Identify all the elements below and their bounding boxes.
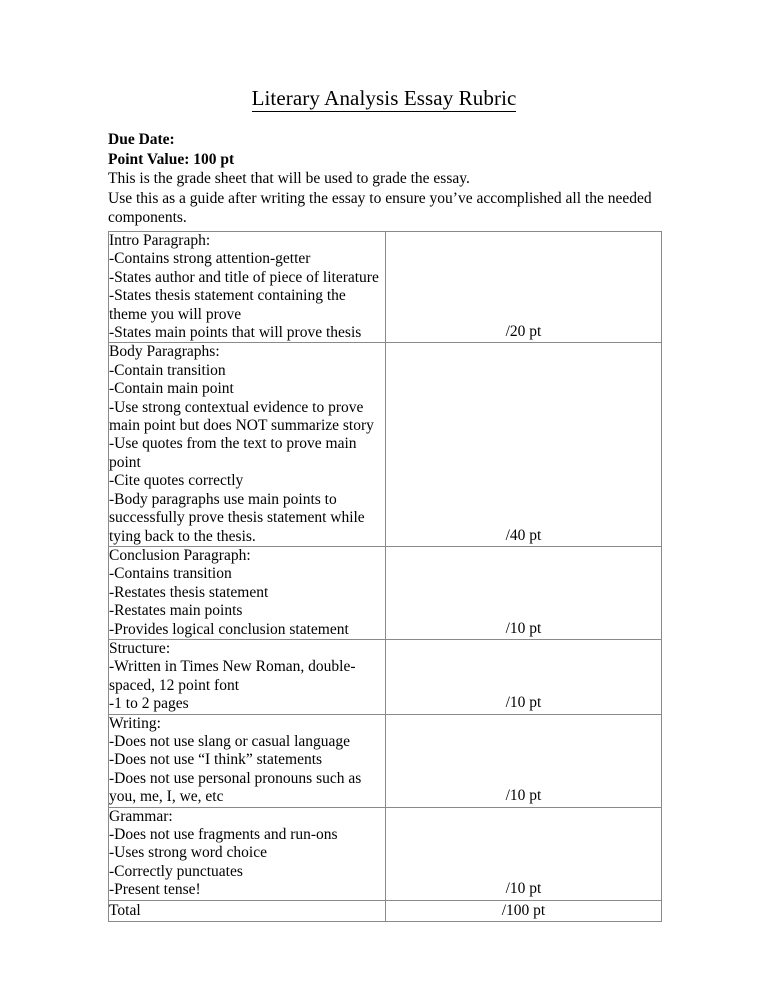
rubric-total-points-cell[interactable] (386, 900, 662, 921)
rubric-total-label: Total (109, 900, 386, 921)
rubric-criteria-item: -Does not use personal pronouns such as (109, 769, 362, 787)
rubric-criteria-item: main point but does NOT summarize story (109, 417, 374, 435)
rubric-criteria-item: -Restates thesis statement (109, 583, 269, 601)
rubric-table-body (109, 232, 662, 922)
page-title-text: Literary Analysis Essay Rubric (251, 86, 517, 110)
rubric-criteria-item: -Restates main points (109, 602, 243, 620)
rubric-criteria-cell (109, 714, 386, 807)
rubric-points-cell[interactable] (386, 807, 662, 900)
rubric-criteria-item: -Contain transition (109, 361, 226, 379)
rubric-criteria-item: -Does not use “I think” statements (109, 751, 323, 769)
rubric-criteria-item: -Contains strong attention-getter (109, 250, 311, 268)
rubric-criteria-item: -Correctly punctuates (109, 862, 243, 880)
rubric-criteria-heading: Structure: (109, 639, 171, 657)
intro-line-bold: Due Date: (108, 131, 175, 148)
rubric-points-value: /10 pt (505, 694, 542, 712)
rubric-criteria-item: -Present tense! (109, 881, 201, 899)
rubric-criteria-item: -Use quotes from the text to prove main (109, 435, 357, 453)
page-title (0, 86, 768, 110)
rubric-criteria-item: -Does not use fragments and run-ons (109, 826, 338, 843)
intro-line-bold: Point Value: 100 pt (108, 150, 235, 168)
rubric-criteria-item: -Cite quotes correctly (109, 472, 244, 490)
rubric-criteria-cell (109, 232, 386, 343)
rubric-criteria-item: successfully prove thesis statement while (109, 509, 365, 527)
rubric-criteria-item: you, me, I, we, etc (109, 788, 224, 806)
rubric-criteria-cell (109, 546, 386, 639)
rubric-points-cell[interactable] (386, 343, 662, 546)
rubric-total-points-value: /100 pt (501, 901, 546, 919)
rubric-points-value: /20 pt (505, 323, 542, 341)
rubric-criteria-item: -Does not use slang or casual language (109, 732, 351, 750)
rubric-criteria-item: -States main points that will prove thesis (109, 324, 362, 342)
intro-line: components. (108, 209, 187, 226)
rubric-criteria-item: tying back to the thesis. (109, 527, 256, 545)
table-row (109, 546, 662, 639)
rubric-criteria-item: -Contains transition (109, 565, 232, 583)
rubric-points-cell[interactable] (386, 714, 662, 807)
rubric-criteria-item: -States thesis statement containing the (109, 287, 346, 305)
intro-block (108, 130, 664, 228)
rubric-criteria-item: -Provides logical conclusion statement (109, 620, 349, 638)
table-row (109, 343, 662, 546)
rubric-criteria-item: -Uses strong word choice (109, 844, 267, 862)
rubric-criteria-heading: Writing: (109, 714, 161, 732)
table-row (109, 807, 662, 900)
rubric-criteria-cell (109, 343, 386, 546)
table-row (109, 714, 662, 807)
rubric-points-cell[interactable] (386, 232, 662, 343)
rubric-criteria-item: point (109, 453, 141, 471)
intro-line: This is the grade sheet that will be used to grade the essay. (108, 170, 470, 187)
rubric-criteria-heading: Grammar: (109, 807, 173, 825)
intro-line: Use this as a guide after writing the essay to ensure you’ve accomplished all the needed (108, 189, 652, 207)
table-row (109, 639, 662, 714)
rubric-criteria-item: theme you will prove (109, 305, 242, 323)
rubric-points-value: /10 pt (505, 787, 542, 805)
rubric-criteria-heading: Conclusion Paragraph: (109, 546, 251, 564)
rubric-total-row (109, 900, 662, 921)
rubric-criteria-heading: Intro Paragraph: (109, 232, 211, 249)
rubric-criteria-item: -Written in Times New Roman, double- (109, 658, 356, 676)
rubric-criteria-item: -States author and title of piece of literature (109, 268, 379, 286)
rubric-points-value: /10 pt (505, 880, 542, 898)
rubric-criteria-item: spaced, 12 point font (109, 676, 240, 694)
rubric-table (108, 231, 662, 922)
rubric-points-value: /10 pt (505, 619, 542, 637)
rubric-criteria-heading: Body Paragraphs: (109, 343, 220, 361)
rubric-criteria-item: -Contain main point (109, 380, 234, 398)
table-row (109, 232, 662, 343)
rubric-criteria-item: -Body paragraphs use main points to (109, 490, 337, 508)
rubric-criteria-item: -1 to 2 pages (109, 695, 189, 713)
rubric-points-cell[interactable] (386, 546, 662, 639)
rubric-criteria-cell (109, 639, 386, 714)
rubric-criteria-cell (109, 807, 386, 900)
rubric-points-value: /40 pt (505, 526, 542, 544)
rubric-points-cell[interactable] (386, 639, 662, 714)
rubric-criteria-item: -Use strong contextual evidence to prove (109, 398, 364, 416)
